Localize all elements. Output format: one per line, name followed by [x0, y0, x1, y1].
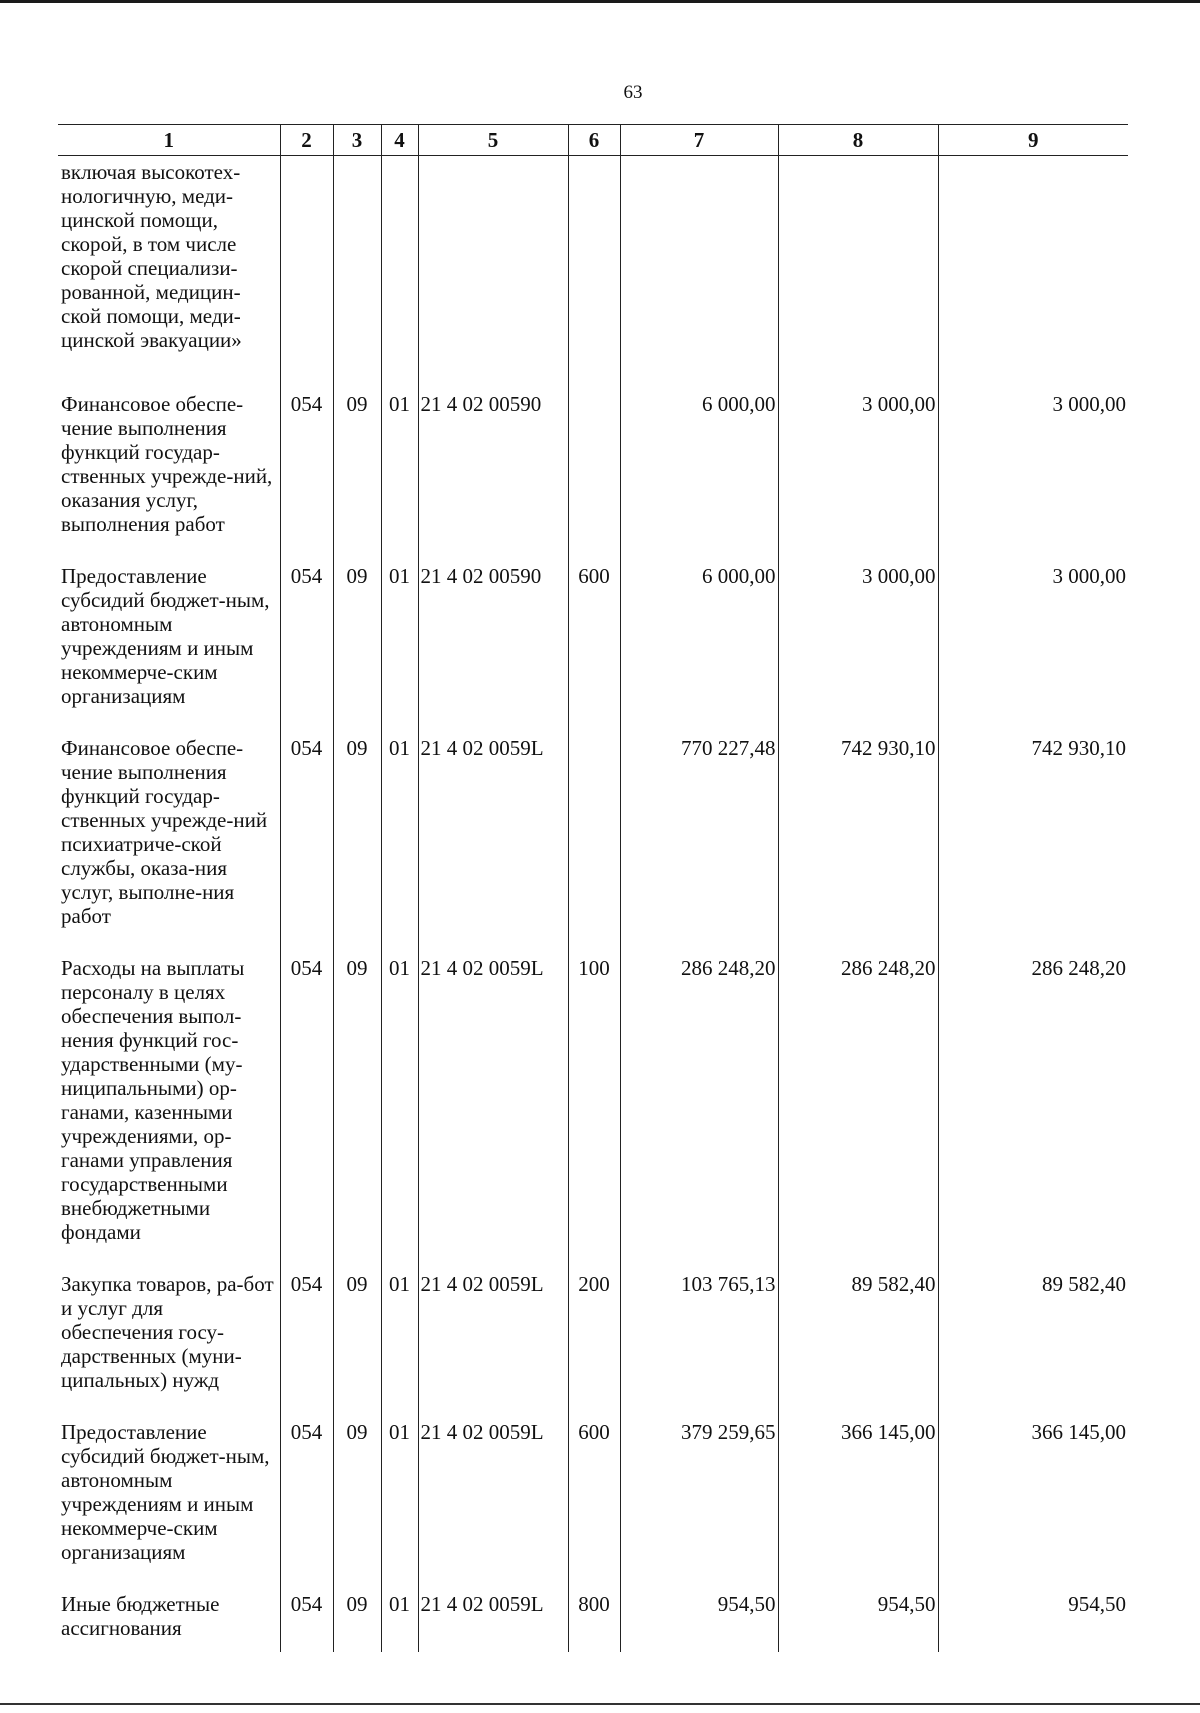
- table-row: [58, 156, 1128, 364]
- cell-col2: 054: [280, 708, 333, 928]
- top-border-rule: [0, 0, 1200, 3]
- cell-col5: 21 4 02 0059L: [418, 928, 568, 1244]
- cell-col7: 379 259,65: [620, 1392, 778, 1564]
- cell-col3: 09: [333, 536, 381, 708]
- row-name: включая высокотех-нологичную, меди-цинской помощи, скорой, в том числе скорой специализи-рованной, медицин-ской помощи, меди-цинской эвакуации»: [61, 160, 242, 352]
- column-header-1: 1: [58, 125, 280, 156]
- cell-col9: 286 248,20: [938, 928, 1128, 1244]
- bottom-border-rule: [0, 1703, 1200, 1705]
- cell-col4: 01: [381, 1564, 418, 1652]
- cell-col9: 3 000,00: [938, 364, 1128, 536]
- cell-col2: [280, 156, 333, 364]
- cell-col2: 054: [280, 1564, 333, 1652]
- cell-col3: 09: [333, 1244, 381, 1392]
- column-header-3: 3: [333, 125, 381, 156]
- row-name: Закупка товаров, ра-бот и услуг для обеспечения госу-дарственных (муни-ципальных) нужд: [61, 1271, 274, 1392]
- column-header-4: 4: [381, 125, 418, 156]
- cell-col9: 89 582,40: [938, 1244, 1128, 1392]
- cell-col3: 09: [333, 364, 381, 536]
- cell-col7: 6 000,00: [620, 536, 778, 708]
- cell-col9: 742 930,10: [938, 708, 1128, 928]
- table-row: [58, 1244, 1128, 1392]
- cell-col8: 3 000,00: [778, 364, 938, 536]
- cell-col8: [778, 156, 938, 364]
- cell-col8: 742 930,10: [778, 708, 938, 928]
- row-name: Предоставление субсидий бюджет-ным, автономным учреждениям и иным некоммерче-ским организациям: [61, 563, 270, 708]
- cell-col4: 01: [381, 1244, 418, 1392]
- cell-col6: 100: [568, 928, 620, 1244]
- cell-col9: 3 000,00: [938, 536, 1128, 708]
- cell-col7: 103 765,13: [620, 1244, 778, 1392]
- cell-col7: 954,50: [620, 1564, 778, 1652]
- cell-col5: 21 4 02 0059L: [418, 1244, 568, 1392]
- cell-col8: 89 582,40: [778, 1244, 938, 1392]
- cell-col7: 770 227,48: [620, 708, 778, 928]
- row-name: Финансовое обеспе-чение выполнения функций государ-ственных учрежде-ний психиатриче-ской службы, оказа-ния услуг, выполне-ния работ: [61, 735, 268, 928]
- cell-col5: 21 4 02 0059L: [418, 1392, 568, 1564]
- cell-col9: [938, 156, 1128, 364]
- cell-col9: 954,50: [938, 1564, 1128, 1652]
- cell-col2: 054: [280, 928, 333, 1244]
- cell-col4: 01: [381, 1392, 418, 1564]
- cell-col5: [418, 156, 568, 364]
- header-row: [58, 125, 1128, 156]
- table-row: [58, 708, 1128, 928]
- cell-col2: 054: [280, 364, 333, 536]
- cell-col4: 01: [381, 536, 418, 708]
- budget-table: [58, 124, 1128, 1652]
- cell-col6: [568, 364, 620, 536]
- cell-col8: 366 145,00: [778, 1392, 938, 1564]
- table-row: [58, 364, 1128, 536]
- cell-col2: 054: [280, 1392, 333, 1564]
- cell-col4: 01: [381, 928, 418, 1244]
- cell-col8: 954,50: [778, 1564, 938, 1652]
- column-header-7: 7: [620, 125, 778, 156]
- cell-col5: 21 4 02 00590: [418, 364, 568, 536]
- row-name: Иные бюджетные ассигнования: [61, 1591, 220, 1640]
- column-header-5: 5: [418, 125, 568, 156]
- table-row: [58, 536, 1128, 708]
- table-row: [58, 1564, 1128, 1652]
- cell-col3: 09: [333, 708, 381, 928]
- cell-col4: 01: [381, 708, 418, 928]
- cell-col7: [620, 156, 778, 364]
- cell-col2: 054: [280, 536, 333, 708]
- cell-col6: 600: [568, 536, 620, 708]
- column-header-8: 8: [778, 125, 938, 156]
- cell-col6: 600: [568, 1392, 620, 1564]
- cell-col8: 286 248,20: [778, 928, 938, 1244]
- column-header-2: 2: [280, 125, 333, 156]
- cell-col8: 3 000,00: [778, 536, 938, 708]
- cell-col9: 366 145,00: [938, 1392, 1128, 1564]
- cell-col3: [333, 156, 381, 364]
- cell-col5: 21 4 02 00590: [418, 536, 568, 708]
- cell-col5: 21 4 02 0059L: [418, 1564, 568, 1652]
- cell-col6: [568, 708, 620, 928]
- column-header-9: 9: [938, 125, 1128, 156]
- page-number: 63: [623, 82, 643, 103]
- cell-col5: 21 4 02 0059L: [418, 708, 568, 928]
- cell-col2: 054: [280, 1244, 333, 1392]
- cell-col6: 200: [568, 1244, 620, 1392]
- cell-col7: 286 248,20: [620, 928, 778, 1244]
- table-row: [58, 1392, 1128, 1564]
- cell-col4: [381, 156, 418, 364]
- cell-col3: 09: [333, 928, 381, 1244]
- cell-col6: [568, 156, 620, 364]
- cell-col3: 09: [333, 1392, 381, 1564]
- row-name: Предоставление субсидий бюджет-ным, автономным учреждениям и иным некоммерче-ским организациям: [61, 1419, 270, 1564]
- column-header-6: 6: [568, 125, 620, 156]
- row-name: Расходы на выплаты персоналу в целях обеспечения выпол-нения функций гос-ударственными (му-ниципальными) ор-ганами, казенными учреждениями, ор-ганами управления государственными внебюджетными фондами: [61, 955, 245, 1244]
- row-name: Финансовое обеспе-чение выполнения функций государ-ственных учрежде-ний, оказания услуг, выполнения работ: [61, 391, 273, 536]
- cell-col7: 6 000,00: [620, 364, 778, 536]
- cell-col4: 01: [381, 364, 418, 536]
- table-row: [58, 928, 1128, 1244]
- cell-col3: 09: [333, 1564, 381, 1652]
- cell-col6: 800: [568, 1564, 620, 1652]
